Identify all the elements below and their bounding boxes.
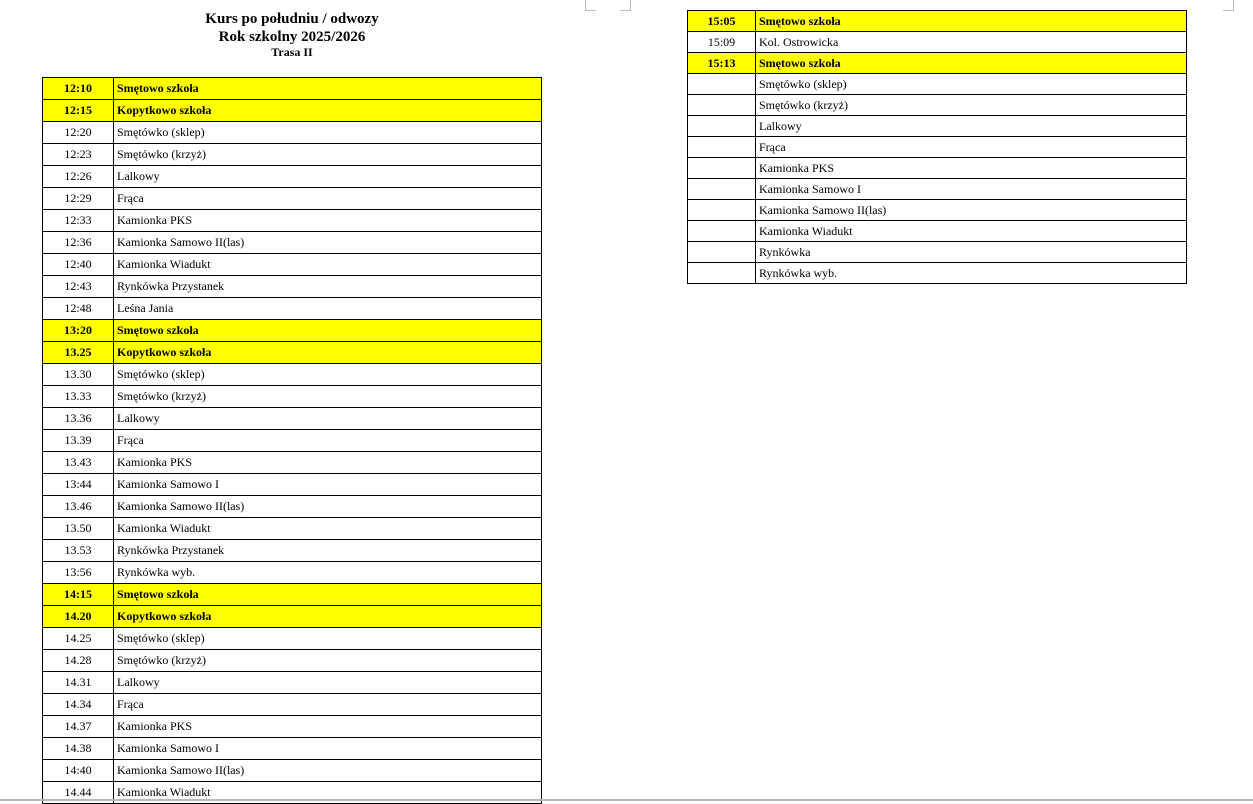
stop-name: Smętówko (sklep) xyxy=(114,628,542,650)
table-row xyxy=(688,95,1187,116)
table-row xyxy=(43,188,542,210)
table-row xyxy=(688,221,1187,242)
table-row xyxy=(43,760,542,782)
departure-time: 13.39 xyxy=(43,430,114,452)
table-row xyxy=(43,144,542,166)
stop-name: Kamionka Samowo I xyxy=(114,738,542,760)
stop-name: Rynkówka wyb. xyxy=(114,562,542,584)
departure-time: 13:20 xyxy=(43,320,114,342)
departure-time: 12:20 xyxy=(43,122,114,144)
departure-time: 12:40 xyxy=(43,254,114,276)
table-row xyxy=(43,210,542,232)
stop-name: Kopytkowo szkoła xyxy=(114,342,542,364)
departure-time: 12:23 xyxy=(43,144,114,166)
stop-name: Kamionka Samowo II(las) xyxy=(756,200,1187,221)
stop-name: Lalkowy xyxy=(114,408,542,430)
departure-time: 12:33 xyxy=(43,210,114,232)
table-row xyxy=(688,179,1187,200)
departure-time: 12:48 xyxy=(43,298,114,320)
departure-time: 14.44 xyxy=(43,782,114,804)
table-row xyxy=(43,298,542,320)
table-row xyxy=(688,200,1187,221)
table-row xyxy=(43,650,542,672)
stop-name: Lalkowy xyxy=(114,166,542,188)
page-corner-mark xyxy=(1223,0,1234,11)
departure-time xyxy=(688,200,756,221)
stop-name: Kamionka Samowo II(las) xyxy=(114,760,542,782)
table-row xyxy=(43,562,542,584)
stop-name: Smętówko (krzyż) xyxy=(114,144,542,166)
stop-name: Smętówko (sklep) xyxy=(114,122,542,144)
table-row xyxy=(43,628,542,650)
timetable-right xyxy=(687,10,1187,284)
departure-time: 12:43 xyxy=(43,276,114,298)
table-row xyxy=(43,606,542,628)
departure-time: 15:13 xyxy=(688,53,756,74)
stop-name: Smętówko (krzyż) xyxy=(114,386,542,408)
stop-name: Frąca xyxy=(114,694,542,716)
stop-name: Leśna Jania xyxy=(114,298,542,320)
table-row xyxy=(43,342,542,364)
departure-time: 12:15 xyxy=(43,100,114,122)
stop-name: Kamionka PKS xyxy=(114,716,542,738)
stop-name: Smętowo szkoła xyxy=(114,584,542,606)
stop-name: Kamionka PKS xyxy=(114,452,542,474)
departure-time: 14.25 xyxy=(43,628,114,650)
table-row xyxy=(43,430,542,452)
stop-name: Kamionka Samowo II(las) xyxy=(114,496,542,518)
stop-name: Smętówko (sklep) xyxy=(114,364,542,386)
stop-name: Smętówko (sklep) xyxy=(756,74,1187,95)
stop-name: Lalkowy xyxy=(756,116,1187,137)
stop-name: Rynkówka Przystanek xyxy=(114,540,542,562)
departure-time xyxy=(688,116,756,137)
departure-time: 13:56 xyxy=(43,562,114,584)
departure-time: 12:36 xyxy=(43,232,114,254)
stop-name: Kol. Ostrowicka xyxy=(756,32,1187,53)
table-row xyxy=(43,232,542,254)
stop-name: Smętowo szkoła xyxy=(114,78,542,100)
table-row xyxy=(688,242,1187,263)
table-row xyxy=(43,716,542,738)
table-row xyxy=(43,364,542,386)
document-title: Kurs po południu / odwozy xyxy=(205,11,379,27)
table-row xyxy=(43,254,542,276)
departure-time: 13:44 xyxy=(43,474,114,496)
table-row xyxy=(43,320,542,342)
stop-name: Smętówko (krzyż) xyxy=(756,95,1187,116)
departure-time: 14.34 xyxy=(43,694,114,716)
departure-time xyxy=(688,221,756,242)
departure-time: 14.38 xyxy=(43,738,114,760)
stop-name: Smętowo szkoła xyxy=(756,11,1187,32)
document-heading xyxy=(42,10,542,59)
table-row xyxy=(43,694,542,716)
stop-name: Kamionka Wiadukt xyxy=(114,782,542,804)
table-row xyxy=(688,116,1187,137)
table-row xyxy=(688,137,1187,158)
table-row xyxy=(43,540,542,562)
stop-name: Kamionka Samowo I xyxy=(114,474,542,496)
table-row xyxy=(43,276,542,298)
stop-name: Rynkówka xyxy=(756,242,1187,263)
departure-time: 15:05 xyxy=(688,11,756,32)
page-corner-mark xyxy=(620,0,631,11)
table-row xyxy=(43,386,542,408)
departure-time: 14:15 xyxy=(43,584,114,606)
school-year: Rok szkolny 2025/2026 xyxy=(218,29,366,45)
departure-time xyxy=(688,137,756,158)
stop-name: Kopytkowo szkoła xyxy=(114,606,542,628)
table-row xyxy=(43,166,542,188)
stop-name: Frąca xyxy=(756,137,1187,158)
table-row xyxy=(43,518,542,540)
departure-time xyxy=(688,95,756,116)
table-row xyxy=(43,452,542,474)
departure-time: 15:09 xyxy=(688,32,756,53)
page-corner-mark xyxy=(585,0,596,11)
departure-time: 12:29 xyxy=(43,188,114,210)
table-row xyxy=(43,474,542,496)
table-row xyxy=(43,78,542,100)
table-row xyxy=(43,408,542,430)
departure-time: 13.25 xyxy=(43,342,114,364)
table-row xyxy=(43,672,542,694)
table-row xyxy=(43,122,542,144)
stop-name: Rynkówka wyb. xyxy=(756,263,1187,284)
departure-time xyxy=(688,263,756,284)
departure-time: 14.31 xyxy=(43,672,114,694)
stop-name: Kopytkowo szkoła xyxy=(114,100,542,122)
departure-time: 13.36 xyxy=(43,408,114,430)
table-row xyxy=(688,263,1187,284)
departure-time: 13.33 xyxy=(43,386,114,408)
stop-name: Kamionka Samowo II(las) xyxy=(114,232,542,254)
departure-time xyxy=(688,74,756,95)
stop-name: Frąca xyxy=(114,430,542,452)
departure-time: 13.53 xyxy=(43,540,114,562)
stop-name: Kamionka PKS xyxy=(756,158,1187,179)
stop-name: Kamionka Wiadukt xyxy=(756,221,1187,242)
table-row xyxy=(688,158,1187,179)
route-name: Trasa II xyxy=(271,45,313,59)
table-row xyxy=(43,100,542,122)
stop-name: Kamionka Wiadukt xyxy=(114,518,542,540)
departure-time xyxy=(688,179,756,200)
table-row xyxy=(688,74,1187,95)
stop-name: Smętowo szkoła xyxy=(114,320,542,342)
departure-time xyxy=(688,242,756,263)
departure-time: 14.20 xyxy=(43,606,114,628)
stop-name: Kamionka Samowo I xyxy=(756,179,1187,200)
stop-name: Rynkówka Przystanek xyxy=(114,276,542,298)
stop-name: Frąca xyxy=(114,188,542,210)
departure-time: 14.37 xyxy=(43,716,114,738)
stop-name: Lalkowy xyxy=(114,672,542,694)
stop-name: Smętówko (krzyż) xyxy=(114,650,542,672)
stop-name: Smętowo szkoła xyxy=(756,53,1187,74)
stop-name: Kamionka PKS xyxy=(114,210,542,232)
departure-time xyxy=(688,158,756,179)
departure-time: 13.30 xyxy=(43,364,114,386)
timetable-left xyxy=(42,77,542,804)
departure-time: 13.50 xyxy=(43,518,114,540)
stop-name: Kamionka Wiadukt xyxy=(114,254,542,276)
departure-time: 12:26 xyxy=(43,166,114,188)
departure-time: 13.43 xyxy=(43,452,114,474)
table-row xyxy=(688,53,1187,74)
table-row xyxy=(43,496,542,518)
table-row xyxy=(688,11,1187,32)
departure-time: 13.46 xyxy=(43,496,114,518)
table-row xyxy=(43,738,542,760)
departure-time: 14.28 xyxy=(43,650,114,672)
table-row xyxy=(688,32,1187,53)
departure-time: 14:40 xyxy=(43,760,114,782)
departure-time: 12:10 xyxy=(43,78,114,100)
table-row xyxy=(43,584,542,606)
